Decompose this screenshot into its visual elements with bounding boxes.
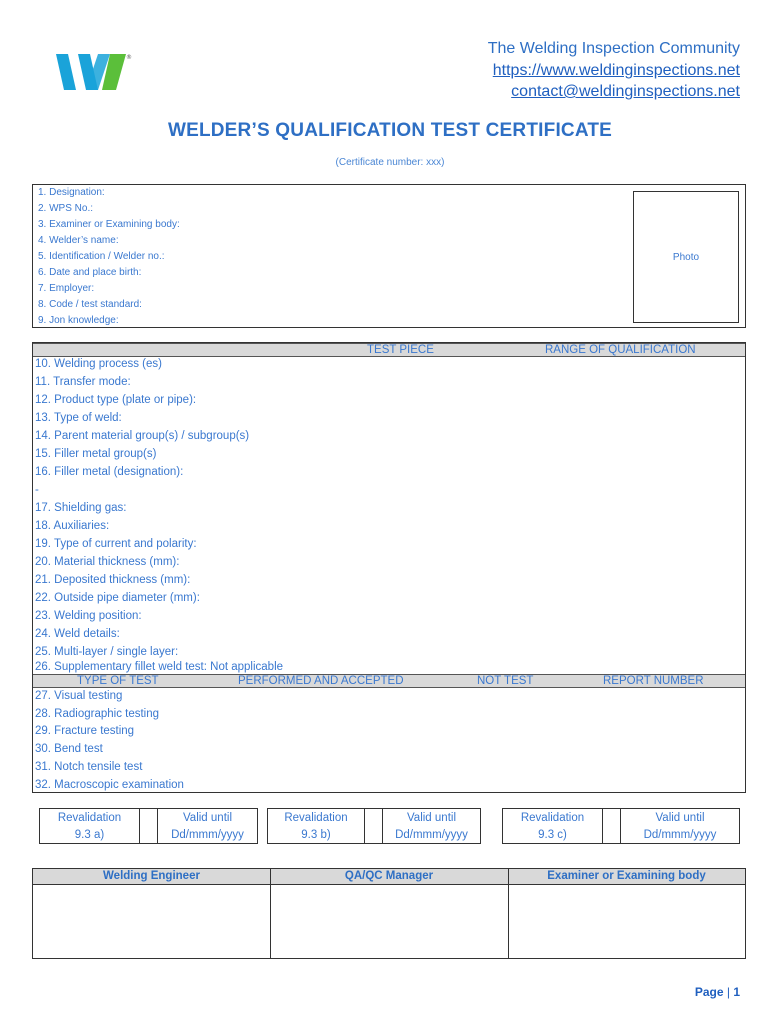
info-code-standard: 8. Code / test standard: <box>38 299 142 310</box>
row-notch-tensile-test: 31. Notch tensile test <box>35 761 143 773</box>
row-welding-process: 10. Welding process (es) <box>35 358 162 370</box>
page-footer <box>695 985 740 999</box>
row-welding-position: 23. Welding position: <box>35 610 142 622</box>
valid-until-c-label: Valid until <box>655 812 705 824</box>
sig-header-qaqc-manager: QA/QC Manager <box>270 869 508 885</box>
certificate-title: WELDER’S QUALIFICATION TEST CERTIFICATE <box>167 120 613 141</box>
valid-until-b-date: Dd/mmm/yyyy <box>395 829 468 841</box>
page-separator: | <box>726 985 730 999</box>
info-job-knowledge: 9. Jon knowledge: <box>38 315 119 326</box>
certificate-number: (Certificate number: xxx) <box>335 157 445 168</box>
page-label: Page <box>694 985 724 999</box>
valid-until-c-cell <box>620 808 740 844</box>
revalidation-c-clause: 9.3 c) <box>538 829 567 841</box>
revalidation-c-cell <box>502 808 603 844</box>
website-link[interactable]: https://www.weldinginspections.net <box>492 62 740 79</box>
sig-header-examiner: Examiner or Examining body <box>508 869 745 885</box>
revalidation-b-label: Revalidation <box>284 812 348 824</box>
revalidation-a-clause: 9.3 a) <box>74 829 105 841</box>
row-shielding-gas: 17. Shielding gas: <box>35 502 127 514</box>
welder-info-box <box>32 184 746 328</box>
header-type-of-test: TYPE OF TEST <box>77 675 159 687</box>
info-welder-name: 4. Welder’s name: <box>38 235 119 246</box>
valid-until-a-date: Dd/mmm/yyyy <box>171 829 244 841</box>
row-filler-metal-group: 15. Filler metal group(s) <box>35 448 157 460</box>
row-multi-layer: 25. Multi-layer / single layer: <box>35 646 179 658</box>
header-test-piece: TEST PIECE <box>367 344 434 356</box>
email-link[interactable]: contact@weldinginspections.net <box>511 83 740 100</box>
header-not-test: NOT TEST <box>477 675 534 687</box>
logo-registered-mark: ® <box>126 54 132 61</box>
revalidation-c-label: Revalidation <box>520 812 585 824</box>
valid-until-a-cell <box>157 808 258 844</box>
revalidation-b-checkbox[interactable] <box>364 808 383 844</box>
info-identification: 5. Identification / Welder no.: <box>38 251 165 262</box>
row-filler-metal-designation: 16. Filler metal (designation): <box>35 466 184 478</box>
photo-label: Photo <box>672 251 700 263</box>
info-examiner: 3. Examiner or Examining body: <box>38 219 180 230</box>
row-radiographic-testing: 28. Radiographic testing <box>35 708 160 720</box>
row-macroscopic-examination: 32. Macroscopic examination <box>35 779 184 791</box>
row-bend-test: 30. Bend test <box>35 743 103 755</box>
revalidation-a-checkbox[interactable] <box>139 808 158 844</box>
revalidation-b-clause: 9.3 b) <box>301 829 331 841</box>
row-product-type: 12. Product type (plate or pipe): <box>35 394 197 406</box>
valid-until-c-date: Dd/mmm/yyyy <box>643 829 717 841</box>
valid-until-a-label: Valid until <box>182 812 232 824</box>
header-performed-accepted: PERFORMED AND ACCEPTED <box>238 675 404 687</box>
info-wps-no: 2. WPS No.: <box>38 203 94 214</box>
valid-until-b-label: Valid until <box>406 812 456 824</box>
test-piece-header <box>33 343 745 357</box>
revalidation-b-cell <box>267 808 365 844</box>
signature-table <box>32 868 746 959</box>
valid-until-b-cell <box>382 808 481 844</box>
row-material-thickness: 20. Material thickness (mm): <box>35 556 180 568</box>
header-report-number: REPORT NUMBER <box>603 675 704 687</box>
row-type-of-weld: 13. Type of weld: <box>35 412 122 424</box>
sig-divider-2 <box>508 869 509 958</box>
revalidation-c-checkbox[interactable] <box>602 808 621 844</box>
row-dash: - <box>35 484 39 496</box>
row-fillet-weld-test: 26. Supplementary fillet weld test: Not applicable <box>35 661 284 673</box>
test-details-box <box>32 342 746 793</box>
row-auxiliaries: 18. Auxiliaries: <box>35 520 110 532</box>
info-designation: 1. Designation: <box>38 187 105 198</box>
revalidation-a-label: Revalidation <box>57 812 122 824</box>
row-deposited-thickness: 21. Deposited thickness (mm): <box>35 574 191 586</box>
row-parent-material: 14. Parent material group(s) / subgroup(s) <box>35 430 250 442</box>
test-type-header <box>33 674 745 688</box>
row-pipe-diameter: 22. Outside pipe diameter (mm): <box>35 592 200 604</box>
org-name: The Welding Inspection Community <box>487 40 740 57</box>
row-current-polarity: 19. Type of current and polarity: <box>35 538 197 550</box>
row-fracture-testing: 29. Fracture testing <box>35 725 135 737</box>
row-visual-testing: 27. Visual testing <box>35 690 123 702</box>
row-transfer-mode: 11. Transfer mode: <box>35 376 131 388</box>
sig-divider-1 <box>270 869 271 958</box>
header-range-of-qualification: RANGE OF QUALIFICATION <box>545 344 696 356</box>
row-weld-details: 24. Weld details: <box>35 628 120 640</box>
page-number: 1 <box>733 985 740 999</box>
info-employer: 7. Employer: <box>38 283 95 294</box>
revalidation-a-cell <box>39 808 140 844</box>
brand-logo-icon <box>52 50 132 96</box>
info-birth: 6. Date and place birth: <box>38 267 142 278</box>
photo-placeholder[interactable] <box>633 191 739 323</box>
sig-header-welding-engineer: Welding Engineer <box>33 869 270 885</box>
